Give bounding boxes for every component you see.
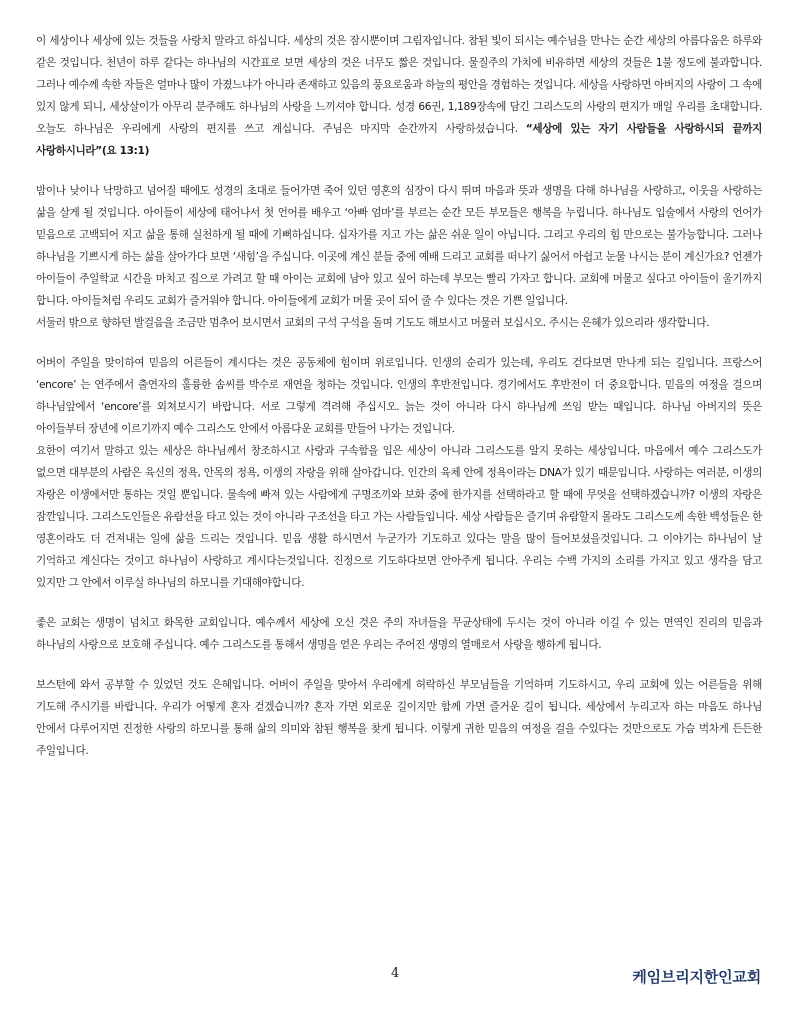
paragraph-1: [36, 30, 762, 162]
document-body: [36, 30, 762, 780]
paragraph-1-text: 이 세상이나 세상에 있는 것들을 사랑치 말라고 하십니다. 세상의 것은 잠시뿐이며 그림자입니다. 참된 빛이 되시는 예수님을 만나는 순간 세상의 아름다움은 하루와 같은 것입니다. 천년이 하루 같다는 하나님의 시간표로 보면 세상의 것은 너무도 짧은 것입니다. 물질주의 가치에 비유하면 세상의 것들은 1불 정도에 불과합니다. 그러나 예수께 속한 자들은 얼마나 많이 가졌느냐가 아니라 존재하고 있음의 풍요로움과 하늘의 평안을 경험하는 것입니다. 세상을 사랑하면 아버지의 사랑이 그 속에 있지 않게 되니, 세상살이가 아무리 분주해도 하나님의 사랑을 느끼셔야 합니다. 성경 66권, 1,189장속에 담긴 그리스도의 사랑의 편지가 매일 우리를 초대합니다. 오늘도 하나님은 우리에게 사랑의 편지를 쓰고 계십니다. 주님은 마지막 순간까지 사랑하셨습니다.: [36, 35, 762, 135]
paragraph-5: 요한이 여기서 말하고 있는 세상은 하나님께서 창조하시고 사랑과 구속함을 입은 세상이 아니라 그리스도를 알지 못하는 세상입니다. 마음에서 예수 그리스도가 없으면 대부분의 사람은 육신의 정욕, 안목의 정욕, 이생의 자랑을 위해 살아갑니다. 인간의 육체 안에 정욕이라는 DNA가 있기 때문입니다. 사랑하는 여러분, 이생의 자랑은 이생에서만 통하는 것일 뿐입니다. 물속에 빠져 있는 사람에게 구명조끼와 보화 중에 한가지를 선택하라고 할 때에 무엇을 선택하겠습니까? 이생의 자랑은 잠깐입니다. 그리스도인들은 유람선을 타고 있는 것이 아니라 구조선을 타고 가는 사람들입니다. 세상 사람들은 즐기며 유람할지 몰라도 그리스도께 속한 백성들은 한 영혼이라도 더 건져내는 일에 삶을 드리는 것입니다. 믿음 생활 하시면서 누군가가 기도하고 있다는 말을 많이 들어보셨을것입니다. 그 이야기는 하나님이 날 기억하고 계신다는 것이고 하나님이 사랑하고 계시다는것입니다. 진정으로 기도하다보면 안아주게 됩니다. 우리는 수백 가지의 소리를 가지고 있고 생각을 담고 있지만 그 안에서 이루실 하나님의 하모니를 기대해야합니다.: [36, 445, 762, 589]
church-name: 케임브리지한인교회: [632, 968, 761, 986]
paragraph-2: 밤이나 낮이나 낙망하고 넘어질 때에도 성경의 초대로 들어가면 죽어 있던 영혼의 심장이 다시 뛰며 마음과 뜻과 생명을 다해 하나님을 사랑하고, 이웃을 사랑하는 삶을 살게 될 것입니다. 아이들이 세상에 태어나서 첫 언어를 배우고 ‘아빠 엄마’를 부르는 순간 모든 부모들은 행복을 누립니다. 하나님도 입술에서 사랑의 언어가 믿음으로 고백되어 지고 삶을 통해 실천하게 될 때에 기뻐하십니다. 십자가를 지고 가는 삶은 쉬운 일이 아닙니다. 그리고 우리의 힘 만으로는 불가능합니다. 그러나 하나님을 기쁘시게 하는 삶을 살아가다 보면 ‘새힘’을 주십니다. 이곳에 계신 분들 중에 예배 드리고 교회를 떠나기 싫어서 아쉽고 눈물 나시는 분이 계신가요? 언젠가 아이들이 주일학교 시간을 마치고 집으로 가려고 할 때 아이는 교회에 남아 있고 싶어 하는데 부모는 빨리 가자고 합니다. 교회에 머물고 싶다고 아이들이 울기까지 합니다. 아이들처럼 우리도 교회가 즐거워야 합니다. 아이들에게 교회가 머물 곳이 되어 줄 수 있다는 것은 기쁜 일입니다.: [36, 185, 762, 307]
scripture-quote: “세상에 있는 자기 사람들을 사랑하시되 끝까지 사랑하시니라”(요 13:1): [36, 123, 762, 157]
paragraph-6: 좋은 교회는 생명이 넘치고 화목한 교회입니다. 예수께서 세상에 오신 것은 주의 자녀들을 무균상태에 두시는 것이 아니라 이길 수 있는 면역인 진리의 믿음과 하나님의 사랑으로 보호해 주십니다. 예수 그리스도를 통해서 생명을 얻은 우리는 주어진 생명의 열매로서 사랑을 행하게 됩니다.: [36, 617, 762, 651]
paragraph-4: 어버이 주일을 맞이하여 믿음의 어른들이 계시다는 것은 공동체에 힘이며 위로입니다. 인생의 순리가 있는데, 우리도 걷다보면 만나게 되는 길입니다. 프랑스어 ‘encore’ 는 연주에서 출연자의 훌륭한 솜씨를 박수로 재연을 청하는 것입니다. 인생의 후반전입니다. 경기에서도 후반전이 더 중요합니다. 믿음의 여정을 걸으며 하나님앞에서 ‘encore’를 외쳐보시기 바랍니다. 서로 그렇게 격려해 주십시오. 늙는 것이 아니라 다시 하나님께 쓰임 받는 때입니다. 하나님 아버지의 뜻은 아이들부터 장년에 이르기까지 예수 그리스도 안에서 아름다운 교회를 만들어 나가는 것입니다.: [36, 357, 762, 435]
paragraph-3: 서둘러 밖으로 향하던 발걸음을 조금만 멈추어 보시면서 교회의 구석 구석을 돌며 기도도 해보시고 머물러 보십시오. 주시는 은혜가 있으리라 생각합니다.: [36, 317, 710, 329]
page-number: 4: [391, 966, 400, 981]
paragraph-7: 보스턴에 와서 공부할 수 있었던 것도 은혜입니다. 어버이 주일을 맞아서 우리에게 허락하신 부모님들을 기억하며 기도하시고, 우리 교회에 있는 어른들을 위해 기도해 주시기를 바랍니다. 우리가 어떻게 혼자 걷겠습니까? 혼자 가면 외로운 길이지만 함께 가면 즐거운 길이 됩니다. 세상에서 누리고자 하는 마음도 하나님 안에서 다루어지면 진정한 사랑의 하모니를 통해 삶의 의미와 참된 행복을 찾게 됩니다. 이렇게 귀한 믿음의 여정을 걸을 수있다는 것만으로도 가슴 벅차게 든든한 주일입니다.: [36, 679, 762, 757]
page-footer: [0, 966, 797, 996]
